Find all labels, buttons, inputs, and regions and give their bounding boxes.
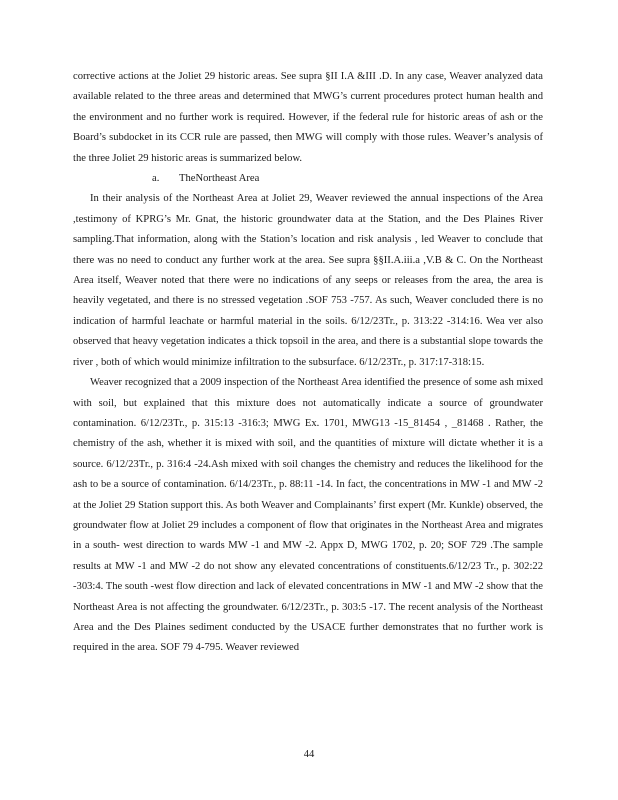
intro-paragraph: corrective actions at the Joliet 29 historic areas. See supra §II I.A &III .D. In any case, Weaver analyzed data available related to the three areas and determined that MWG’s current procedures protect human health and the environment and no further work is required. However, if the federal rule for historic areas of ash or the Board’s subdocket in its CCR rule are passed, then MWG will comply with those rules. Weaver’s analysis of the three Joliet 29 historic areas is summarized below. xyxy=(73,71,543,164)
section-heading-title: TheNortheast Area xyxy=(179,173,260,185)
page-number: 44 xyxy=(303,749,315,760)
body-text xyxy=(73,67,543,659)
section-heading xyxy=(73,169,543,189)
body-paragraph-2: Weaver recognized that a 2009 inspection of the Northeast Area identified the presence of some ash mixed with soil, but explained that this mixture does not automatically indicate a source of groundwater contamination. 6/12/23Tr., p. 315:13 -316:3; MWG Ex. 1701, MWG13 -15_81454 , _81468 . Rather, the chemistry of the ash, whether it is mixed with soil, and the quantities of mixture will dictate whether it is a source. 6/12/23Tr., p. 316:4 -24.Ash mixed with soil changes the chemistry and reduces the likelihood for the ash to be a source of contamination. 6/14/23Tr., p. 88:11 -14. In fact, the concentrations in MW -1 and MW -2 at the Joliet 29 Station support this. As both Weaver and Complainants’ first expert (Mr. Kunkle) observed, the groundwater flow at Joliet 29 includes a component of flow that originates in the Northeast Area and migrates in a south- west direction to wards MW -1 and MW -2. Appx D, MWG 1702, p. 20; SOF 729 .The sample results at MW -1 and MW -2 do not show any elevated concentrations of constituents.6/12/23 Tr., p. 302:22 -303:4. The south -west flow direction and lack of elevated concentrations in MW -1 and MW -2 show that the Northeast Area is not affecting the groundwater. 6/12/23Tr., p. 303:5 -17. The recent analysis of the Northeast Area and the Des Plaines sediment conducted by the USACE further demonstrates that no further work is required in the area. SOF 79 4-795. Weaver reviewed xyxy=(73,377,543,654)
section-heading-number: a. xyxy=(152,173,160,185)
body-paragraph-1: In their analysis of the Northeast Area at Joliet 29, Weaver reviewed the annual inspections of the Area ,testimony of KPRG’s Mr. Gnat, the historic groundwater data at the Station, and the Des Plaines River sampling.That information, along with the Station’s location and risk analysis , led Weaver to conclude that there was no need to conduct any further work at the area. See supra §§II.A.iii.a ,V.B & C. On the Northeast Area itself, Weaver noted that there were no indications of any seeps or releases from the area, the area is heavily vegetated, and there is no stressed vegetation .SOF 753 -757. As such, Weaver concluded there is no indication of harmful leachate or harmful material in the soils. 6/12/23Tr., p. 313:22 -314:16. Wea ver also observed that heavy vegetation indicates a thick topsoil in the area, and there is a substantial slope towards the river , both of which would minimize infiltration to the subsurface. 6/12/23Tr., p. 317:17-318:15. xyxy=(73,193,543,368)
